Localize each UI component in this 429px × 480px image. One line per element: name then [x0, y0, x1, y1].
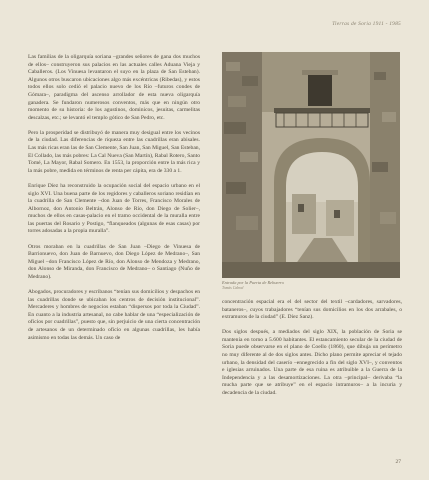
paragraph: Otros moraban en la cuadrillas de San Juan –Diego de Vinuesa de Barrionuevo, don Juan de Barnuevo, don Diego López de Medrano–, San Miguel –don Francisco López de Río, don Alonso de Mendoza y Medrano, don Alonso de Miranda, don Francisco de Medrano– o Santiago (Nuño de Medrano).	[28, 243, 200, 280]
photo-caption	[222, 280, 402, 291]
right-column	[222, 299, 402, 405]
paragraph: Pero la prosperidad se distribuyó de manera muy desigual entre los vecinos de la ciudad. Las diferencias de riqueza entre las cuadrillas eran abisales. Las más ricas eran las de San Clemente, San Juan, San Miguel, San Esteban, El Collado, las más pobres: La Cal Nueva (San Martín), Rabal Rotero, Santo Tomé, La Mayor, Rabal Somero. En 1553, la proporción entre la más rica y la más pobre, medida en términos de renta per cápita, era de 330 a 1.	[28, 129, 200, 174]
paragraph: Dos siglos después, a mediados del siglo XIX, la población de Soria se mantenía en torno a 5.600 habitantes. El estancamiento secular de la ciudad de Soria puede observarse en el plano de Coello (1860), que dibuja un perímetro no muy diferente al de dos siglos antes. Dicho plano permite apreciar el tejado urbano, la densidad del caserío –ennegrecido a fin del siglo XVI–, y conventos e iglesias arruinados. Una parte de esa ruina es atribuible a la Guerra de la Independencia y a las desamortizaciones. La otra –principal– derivaba “la mucha parte que se atribuye” en el espacio intramuros– a la incuria y decadencia de la ciudad.	[222, 329, 402, 397]
paragraph: Abogados, procuradores y escribanos “tenían sus domicilios y despachos en las cuadrillas donde se ubicaban los centros de decisión institucional”. Mercaderes y hombres de negocios estaban “dispersos por toda la Ciudad”. En cuanto a la industria artesanal, no cabe hablar de una “especialización de oficios por cuadrillas”, puesto que, sin perjuicio de una cierta concentración de artesanos de un determinado oficio en algunas cuadrillas, les había asimismo en todas las demás. Un caso de	[28, 289, 200, 341]
page-number: 27	[395, 459, 401, 465]
caption-text: Entrada por la Puerta de Rebuerro	[222, 280, 284, 285]
paragraph: concentración espacial era el del sector del textil –cardadores, sarvadores, bataneros–, cuyos trabajadores “tenían sus domicilios en los dos arrabales, o extramuros de la ciudad” (E. Díez Sanz).	[222, 299, 402, 321]
paragraph: Las familias de la oligarquía soriana –grandes señores de gana dos muchos de ellos– construyeron sus palacios en las actuales calles Aduana Vieja y Caballeros. (Los Vinuesa levantaron el suyo en la plaza de San Esteban). Algunos otros buscaron ubicaciones algo más excéntricas (Ribedas), y estos todos ellos solo cedió el palacio nuevo de los Río –futuros condes de Gómara–, paradigma del ascenso arrollador de esta nueva oligarquía ganadera. Se fundaron numerosos conventos, más que en ningún otro momento de su historia: de los agustinos, dominicos, jesuitas, carmelitas descalzas, etc.; se levantó el templo gótico de San Pedro, etc.	[28, 54, 200, 121]
archway-illustration	[222, 52, 400, 278]
paragraph: Enrique Díez ha reconstruido la ocupación social del espacio urbano en el siglo XVI. Una buena parte de los regidores y caballeros soriano residían en la cuadrilla de San Clemente –don Juan de Torres, Francisco Morales de Albornoz, don Antonio Beltrán, Alonso de Río, don Diego de Solier–, muchos de ellos en casas-palacio en el tramo occidental de la muralla entre las puertas del Rosario y Postigo, “flanqueados (algunas de esas casas) por torres adosadas a la propia muralla”.	[28, 182, 200, 235]
left-column	[28, 54, 200, 350]
caption-credit: Tomás Cabral	[222, 285, 244, 290]
running-head: Tierras de Soria 1911 - 1985	[332, 21, 401, 27]
archway-photo	[222, 52, 400, 278]
